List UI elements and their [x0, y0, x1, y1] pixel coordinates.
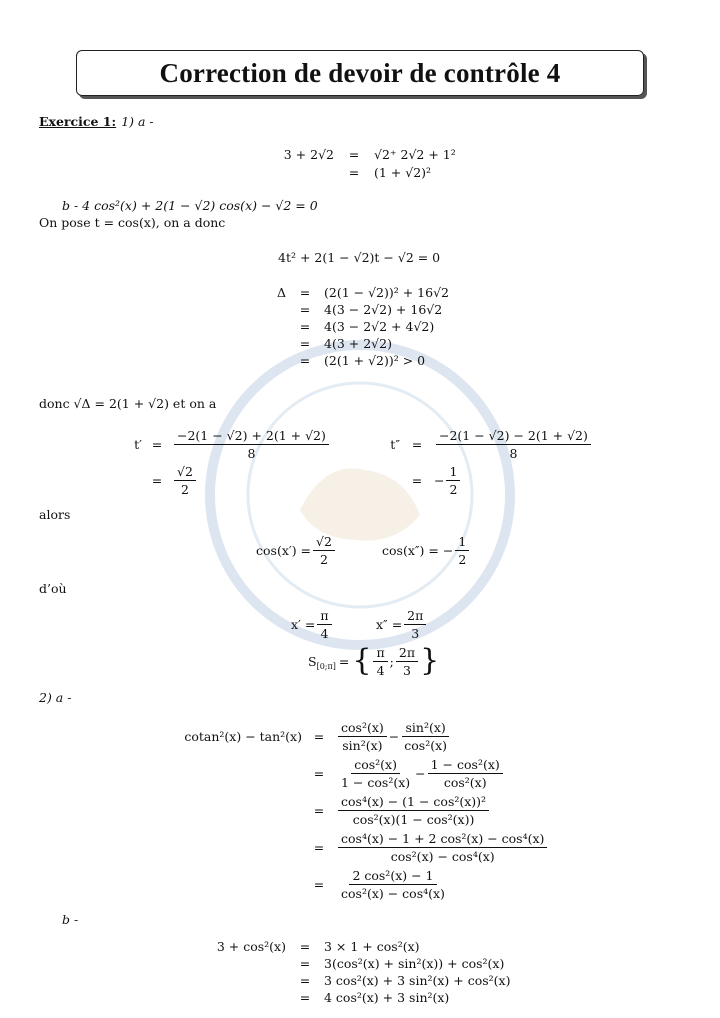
part-b-computation	[214, 938, 510, 1006]
r1-n1: cos²(x)	[338, 720, 387, 737]
row3-frac	[338, 794, 489, 827]
x2-num: 2π	[404, 608, 426, 625]
delta-rel: =	[299, 319, 311, 334]
b-rel: =	[299, 956, 311, 971]
b-rhs: 4 cos²(x) + 3 sin²(x)	[324, 990, 450, 1005]
delta-rhs: 4(3 − 2√2) + 16√2	[324, 302, 443, 317]
exercise-1-heading-line	[39, 111, 154, 130]
b-rel: =	[299, 990, 311, 1005]
ex2-rel: =	[313, 729, 325, 744]
r2-n1: cos²(x)	[351, 757, 400, 774]
delta-rhs: 4(3 + 2√2)	[324, 336, 392, 351]
cos-x-second	[382, 532, 471, 568]
t2-rel: =	[411, 436, 423, 452]
row1-frac2	[401, 720, 450, 753]
t1-rel: =	[151, 436, 163, 452]
cos1-den: 2	[320, 551, 328, 567]
b-rhs: 3(cos²(x) + sin²(x)) + cos²(x)	[324, 956, 505, 971]
x1-fraction	[317, 608, 331, 641]
x1-num: π	[317, 608, 331, 625]
right-brace: }	[420, 643, 440, 678]
delta-lhs: Δ	[276, 285, 286, 300]
cos2-den: 2	[458, 551, 467, 567]
title-box	[76, 50, 644, 96]
b-rhs: 3 cos²(x) + 3 sin²(x) + cos²(x)	[324, 973, 511, 988]
r4-n1: cos⁴(x) − 1 + 2 cos²(x) − cos⁴(x)	[338, 831, 547, 848]
sol-sep: ;	[389, 653, 394, 669]
r5-d1: cos²(x) − cos⁴(x)	[341, 886, 445, 901]
b-lhs: 3 + cos²(x)	[216, 939, 286, 954]
sol-eq: =	[338, 653, 350, 669]
t2-fraction	[436, 428, 591, 461]
row2-frac1	[338, 757, 413, 790]
sol-fraction-1	[373, 645, 387, 678]
delta-rhs: (2(1 + √2))² > 0	[324, 353, 426, 368]
sol-den1: 4	[376, 662, 385, 678]
r2-n2: 1 − cos²(x)	[428, 757, 503, 774]
x-second	[376, 606, 428, 642]
x1-lhs: x′ =	[291, 616, 316, 632]
t2-num: −2(1 − √2) − 2(1 + √2)	[436, 428, 591, 445]
t-prime-solution	[128, 426, 331, 498]
x2-fraction	[404, 608, 426, 641]
row1-frac1	[338, 720, 387, 753]
t1-num2: √2	[174, 464, 196, 481]
x-prime	[291, 606, 334, 642]
donc-text: donc √Δ = 2(1 + √2) et on a	[39, 396, 217, 411]
t2-fraction-2	[446, 464, 460, 497]
r2-d1: 1 − cos²(x)	[341, 775, 411, 790]
row4-frac	[338, 831, 547, 864]
t1-num: −2(1 − √2) + 2(1 + √2)	[174, 428, 329, 445]
delta-rel: =	[299, 353, 311, 368]
t2-den: 8	[509, 445, 518, 461]
r2-op: −	[415, 766, 426, 781]
cos2-fraction	[455, 534, 469, 567]
r3-n1: cos⁴(x) − (1 − cos²(x))²	[338, 794, 489, 811]
r5-n1: 2 cos²(x) − 1	[349, 868, 436, 885]
dou-text: d’où	[39, 581, 67, 596]
quadratic-equation: 4t² + 2(1 − √2)t − √2 = 0	[278, 250, 441, 265]
delta-rel: =	[299, 336, 311, 351]
r1-op: −	[388, 729, 400, 744]
delta-rel: =	[299, 285, 311, 300]
eq1-rel2: =	[348, 164, 360, 180]
ex2-rel: =	[313, 766, 325, 781]
cotan-tan-computation	[180, 718, 549, 903]
eq1-rel1: =	[348, 146, 360, 162]
delta-rhs: 4(3 − 2√2 + 4√2)	[324, 319, 435, 334]
r3-d1: cos²(x)(1 − cos²(x))	[352, 812, 475, 827]
exercise-1-part-a: 1) a -	[121, 114, 154, 129]
cos2-lhs: cos(x″) = −	[382, 542, 454, 558]
t1-rel2: =	[151, 472, 163, 488]
b-rel: =	[299, 939, 311, 954]
eq1-rhs1: √2⁺ 2√2 + 1²	[374, 146, 456, 162]
delta-computation	[258, 284, 449, 369]
cos-x-prime	[256, 532, 337, 568]
t1-lhs: t′	[134, 436, 142, 452]
x2-den: 3	[411, 625, 420, 641]
t1-fraction	[174, 428, 329, 461]
part-b-equation: b - 4 cos²(x) + 2(1 − √2) cos(x) − √2 = 0	[62, 198, 318, 213]
delta-rhs: (2(1 − √2))² + 16√2	[324, 285, 450, 300]
cos1-num: √2	[313, 534, 335, 551]
row5-frac	[338, 868, 448, 901]
sol-fraction-2	[396, 645, 418, 678]
sol-den2: 3	[403, 662, 411, 678]
left-brace: {	[352, 643, 372, 678]
eq1-lhs: 3 + 2√2	[283, 146, 334, 162]
cos1-lhs: cos(x′) =	[256, 542, 312, 558]
t2-den2: 2	[449, 481, 458, 497]
part-2b: b -	[62, 912, 79, 927]
t1-den2: 2	[180, 481, 189, 497]
row2-frac2	[428, 757, 503, 790]
cos1-fraction	[313, 534, 335, 567]
r1-d1: sin²(x)	[342, 738, 383, 753]
sol-num1: π	[373, 645, 387, 662]
x1-den: 4	[320, 625, 329, 641]
b-rel: =	[299, 973, 311, 988]
ex2-rel: =	[313, 803, 325, 818]
t-second-solution	[384, 426, 593, 498]
page-title: Correction de devoir de contrôle 4	[159, 57, 561, 88]
sol-sub: [0;π]	[316, 661, 336, 671]
part-2a: 2) a -	[39, 690, 72, 705]
x2-lhs: x″ =	[376, 616, 403, 632]
ex2-rel: =	[313, 840, 325, 855]
r2-d2: cos²(x)	[443, 775, 487, 790]
eq1-rhs2: (1 + √2)²	[374, 164, 432, 180]
t2-num2: 1	[446, 464, 460, 481]
r1-n2: sin²(x)	[402, 720, 448, 737]
t2-sign: −	[434, 472, 445, 488]
b-rhs: 3 × 1 + cos²(x)	[324, 939, 420, 954]
t1-fraction-2	[174, 464, 196, 497]
ex2-lhs: cotan²(x) − tan²(x)	[184, 729, 302, 744]
exercise-1-heading: Exercice 1:	[39, 114, 117, 129]
delta-rel: =	[299, 302, 311, 317]
ex2-rel: =	[313, 877, 325, 892]
t2-rel2: =	[411, 472, 423, 488]
alors-text: alors	[39, 507, 71, 522]
r1-d2: cos²(x)	[404, 738, 448, 753]
cos2-num: 1	[455, 534, 469, 551]
sol-num2: 2π	[396, 645, 418, 662]
t2-lhs: t″	[390, 436, 400, 452]
sol-lhs: S	[308, 653, 317, 669]
pose-text: On pose t = cos(x), on a donc	[39, 215, 226, 230]
r4-d1: cos²(x) − cos⁴(x)	[390, 849, 495, 864]
equation-1	[272, 145, 456, 181]
solution-set	[308, 642, 439, 680]
t1-den: 8	[247, 445, 256, 461]
